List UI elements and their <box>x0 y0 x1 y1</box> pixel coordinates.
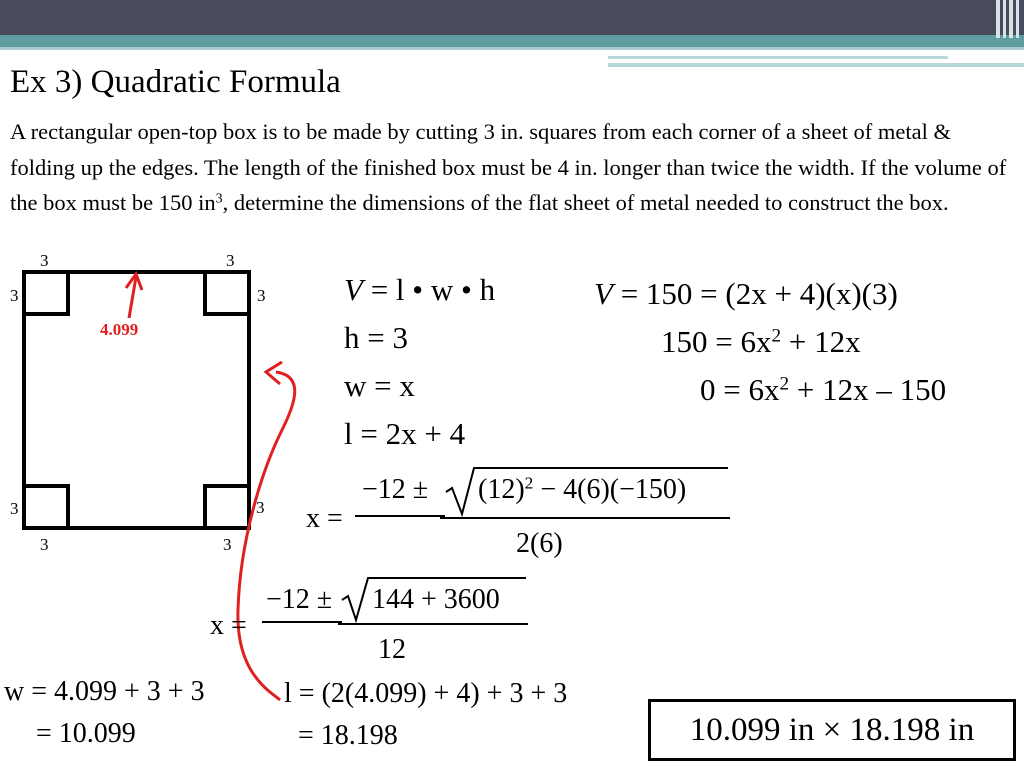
quadratic-1-radicand <box>478 474 686 506</box>
equation-line-1-rest: = 150 = (2x + 4)(x)(3) <box>612 276 898 311</box>
corner-label: 3 <box>223 535 232 554</box>
slide-title: Ex 3) Quadratic Formula <box>10 64 341 100</box>
length-result: l = (2(4.099) + 4) + 3 + 3 <box>284 678 568 709</box>
width-formula: w = x <box>344 368 415 403</box>
height-formula: h = 3 <box>344 320 408 355</box>
radicand-rest: − 4(6)(−150) <box>533 474 687 505</box>
radicand-base: (12) <box>478 474 525 505</box>
equation-variable: V <box>594 276 613 311</box>
corner-square-top-right <box>205 272 249 314</box>
corner-square-top-left <box>24 272 68 314</box>
quadratic-1-denominator: 2(6) <box>516 528 563 559</box>
width-result: w = 4.099 + 3 + 3 <box>4 676 205 707</box>
corner-label: 3 <box>10 499 19 518</box>
corner-label: 3 <box>40 251 49 270</box>
quadratic-2-fraction-bar <box>262 620 342 624</box>
problem-superscript: 3 <box>215 191 223 207</box>
equation-line-2 <box>661 324 861 360</box>
quadratic-1-lhs: x = <box>306 503 343 534</box>
equation-line-2-exponent: 2 <box>771 325 782 347</box>
corner-square-bottom-right <box>205 486 249 528</box>
sheet-outline <box>24 272 249 528</box>
width-value-label: 4.099 <box>100 320 139 339</box>
corner-label: 3 <box>10 286 19 305</box>
equation-line-3-rest: + 12x – 150 <box>789 372 947 407</box>
corner-square-bottom-left <box>24 486 68 528</box>
final-answer-box: 10.099 in × 18.198 in <box>648 699 1016 761</box>
equation-line-3 <box>700 372 946 408</box>
problem-text: A rectangular open-top box is to be made by cutting 3 in. squares from each corner of a sheet of metal & folding up the edges. The length of the finished box must be 4 in. longer than twice the width. If the volume of the box must be 150 in <box>10 119 1007 215</box>
length-formula: l = 2x + 4 <box>344 416 466 451</box>
corner-label: 3 <box>256 498 265 517</box>
quadratic-2-denominator: 12 <box>378 634 406 665</box>
equation-line-1 <box>594 276 898 312</box>
equation-line-2-rest: + 12x <box>781 324 861 359</box>
quadratic-2-lhs: x = <box>210 610 247 641</box>
quadratic-2-numerator-start: −12 ± <box>266 584 333 615</box>
width-result-value: = 10.099 <box>36 718 136 749</box>
curved-arrow <box>238 372 295 700</box>
corner-label: 3 <box>257 286 266 305</box>
length-result-value: = 18.198 <box>298 720 398 751</box>
problem-text-end: , determine the dimensions of the flat sheet of metal needed to construct the box. <box>222 190 949 215</box>
corner-label: 3 <box>40 535 49 554</box>
equation-line-3-exponent: 2 <box>779 373 790 395</box>
radicand-exponent: 2 <box>524 473 534 493</box>
corner-label: 3 <box>226 251 235 270</box>
equation-line-3-main: 0 = 6x <box>700 372 780 407</box>
volume-variable: V <box>344 272 363 307</box>
quadratic-2-radicand: 144 + 3600 <box>372 584 500 615</box>
quadratic-1-fraction-bar <box>355 514 445 518</box>
quadratic-1-numerator-start: −12 ± <box>362 474 429 505</box>
equation-line-2-main: 150 = 6x <box>661 324 772 359</box>
volume-formula-rhs: = l • w • h <box>362 272 496 307</box>
volume-formula <box>344 272 495 308</box>
